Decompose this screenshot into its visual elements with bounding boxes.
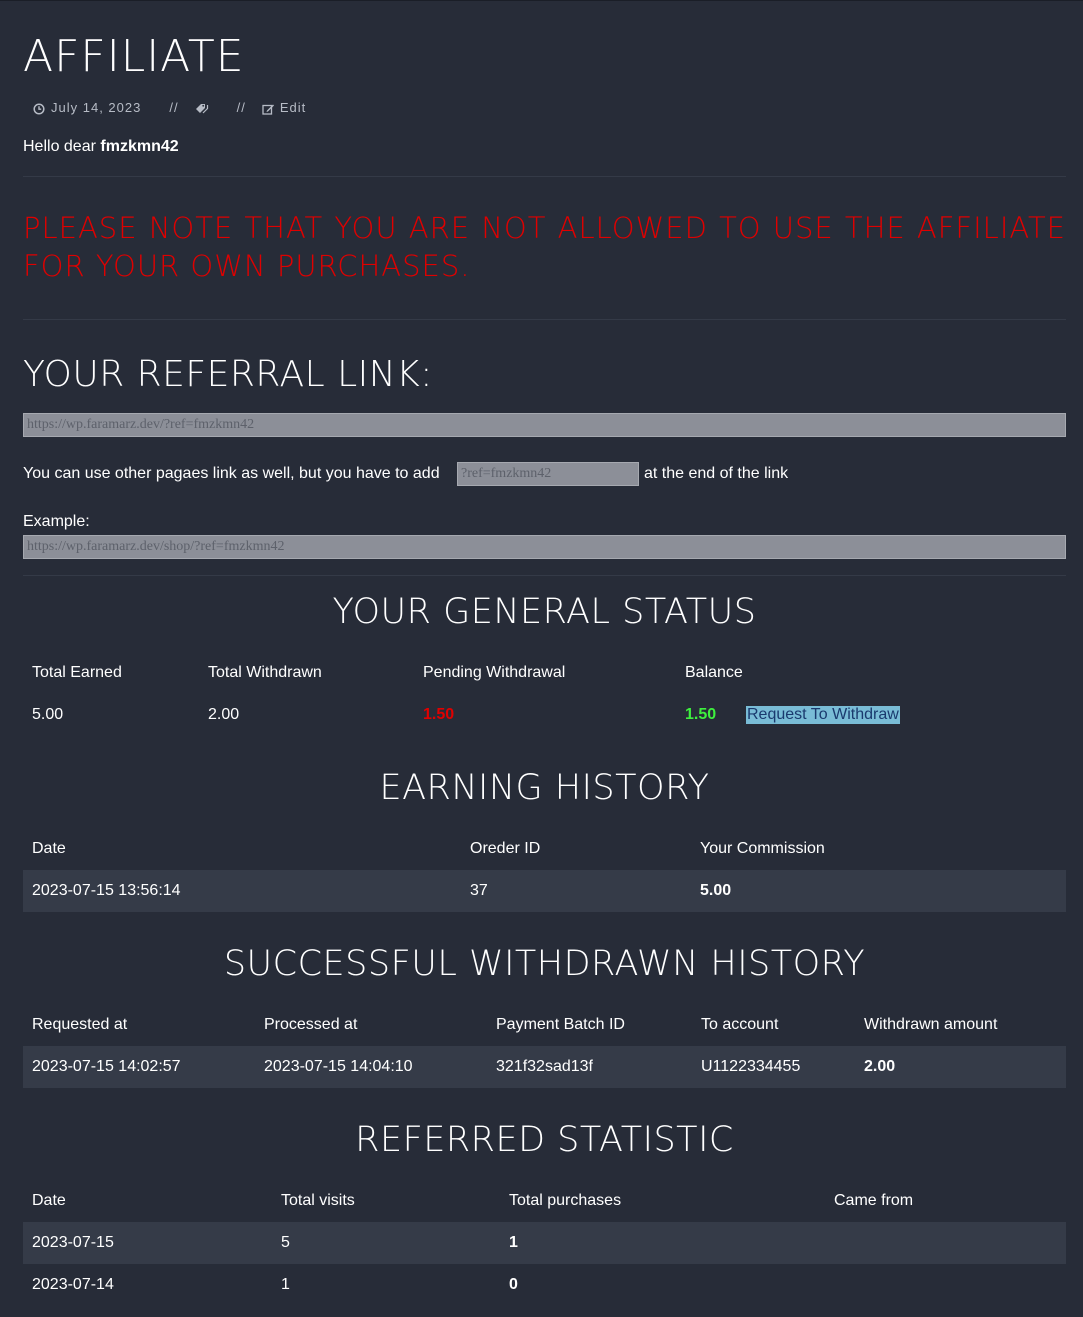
general-status-heading: YOUR GENERAL STATUS <box>332 592 757 632</box>
greeting <box>23 138 179 156</box>
meta-separator: // <box>236 100 246 115</box>
referred-purchases: 0 <box>509 1276 518 1293</box>
general-status-table <box>23 652 1066 736</box>
referred-statistic-heading: REFERRED STATISTIC <box>355 1120 734 1160</box>
col-withdrawn-amount: Withdrawn amount <box>864 1016 998 1033</box>
col-commission: Your Commission <box>700 840 825 857</box>
referred-visits: 5 <box>272 1222 500 1264</box>
referred-came-from <box>825 1264 1066 1306</box>
other-pages-line <box>23 465 440 483</box>
referral-heading: YOUR REFERRAL LINK: <box>23 354 433 395</box>
withdraw-amount: 2.00 <box>855 1046 1066 1088</box>
table-row <box>23 1222 1066 1264</box>
table-header-row <box>23 1180 1066 1222</box>
col-date: Date <box>32 840 66 857</box>
edit-icon <box>262 100 275 115</box>
col-came-from: Came from <box>834 1192 914 1209</box>
col-payment-batch-id: Payment Batch ID <box>496 1016 625 1033</box>
edit-link[interactable] <box>262 100 306 115</box>
total-withdrawn-value: 2.00 <box>208 706 240 723</box>
clock-icon <box>33 100 45 115</box>
withdraw-requested-at: 2023-07-15 14:02:57 <box>23 1046 255 1088</box>
pending-withdrawal-value: 1.50 <box>423 706 455 723</box>
col-total-withdrawn: Total Withdrawn <box>208 664 322 681</box>
withdrawn-history-table <box>23 1004 1066 1088</box>
table-header-row <box>23 652 1066 694</box>
earning-order-id: 37 <box>461 870 691 912</box>
earning-commission: 5.00 <box>691 870 1066 912</box>
referred-date: 2023-07-15 <box>23 1222 272 1264</box>
col-total-visits: Total visits <box>281 1192 355 1209</box>
divider <box>23 176 1066 177</box>
col-processed-at: Processed at <box>264 1016 358 1033</box>
other-pages-text: You can use other pagaes link as well, but you have to add <box>23 465 440 482</box>
withdraw-processed-at: 2023-07-15 14:04:10 <box>255 1046 487 1088</box>
divider <box>23 319 1066 320</box>
balance-value: 1.50 <box>685 706 717 723</box>
referred-came-from <box>825 1222 1066 1264</box>
referral-link-field[interactable] <box>23 413 1066 437</box>
col-balance: Balance <box>685 664 743 681</box>
page-title: AFFILIATE <box>23 31 245 82</box>
col-date: Date <box>32 1192 66 1209</box>
table-row <box>23 1046 1066 1088</box>
end-of-link-text: at the end of the link <box>644 465 789 482</box>
edit-label[interactable]: Edit <box>279 100 307 115</box>
table-row <box>23 1264 1066 1306</box>
earning-date: 2023-07-15 13:56:14 <box>23 870 461 912</box>
referred-visits: 1 <box>281 1276 290 1293</box>
withdraw-to-account: U1122334455 <box>692 1046 855 1088</box>
earning-history-table <box>23 828 1066 912</box>
col-total-purchases: Total purchases <box>509 1192 622 1209</box>
table-header-row <box>23 1004 1066 1046</box>
referred-statistic-table <box>23 1180 1066 1306</box>
tag-icon[interactable] <box>195 100 209 115</box>
col-pending-withdrawal: Pending Withdrawal <box>423 664 566 681</box>
divider <box>23 575 1066 576</box>
col-total-earned: Total Earned <box>32 664 122 681</box>
greeting-prefix: Hello dear <box>23 138 96 155</box>
col-order-id: Oreder ID <box>470 840 541 857</box>
earning-history-heading: EARNING HISTORY <box>379 768 710 808</box>
col-to-account: To account <box>701 1016 779 1033</box>
withdraw-batch-id: 321f32sad13f <box>487 1046 692 1088</box>
post-meta <box>33 100 306 115</box>
table-header-row <box>23 828 1066 870</box>
username: fmzkmn42 <box>100 138 179 155</box>
withdrawn-history-heading: SUCCESSFUL WITHDRAWN HISTORY <box>223 944 866 984</box>
withdraw-cell <box>746 694 1066 736</box>
post-date: July 14, 2023 <box>51 100 142 115</box>
meta-separator: // <box>169 100 179 115</box>
ref-param-field[interactable] <box>457 462 639 486</box>
col-requested-at: Requested at <box>32 1016 128 1033</box>
referred-date: 2023-07-14 <box>32 1276 114 1293</box>
table-row <box>23 870 1066 912</box>
referred-purchases: 1 <box>500 1222 825 1264</box>
request-withdraw-button[interactable]: Request To Withdraw <box>747 706 899 723</box>
example-label: Example: <box>23 513 90 530</box>
total-earned-value: 5.00 <box>32 706 64 723</box>
example-link-field[interactable] <box>23 535 1066 559</box>
table-row <box>23 694 1066 736</box>
affiliate-notice: PLEASE NOTE THAT YOU ARE NOT ALLOWED TO USE THE AFFILIATE FOR YOUR OWN PURCHASES. <box>23 211 1066 283</box>
